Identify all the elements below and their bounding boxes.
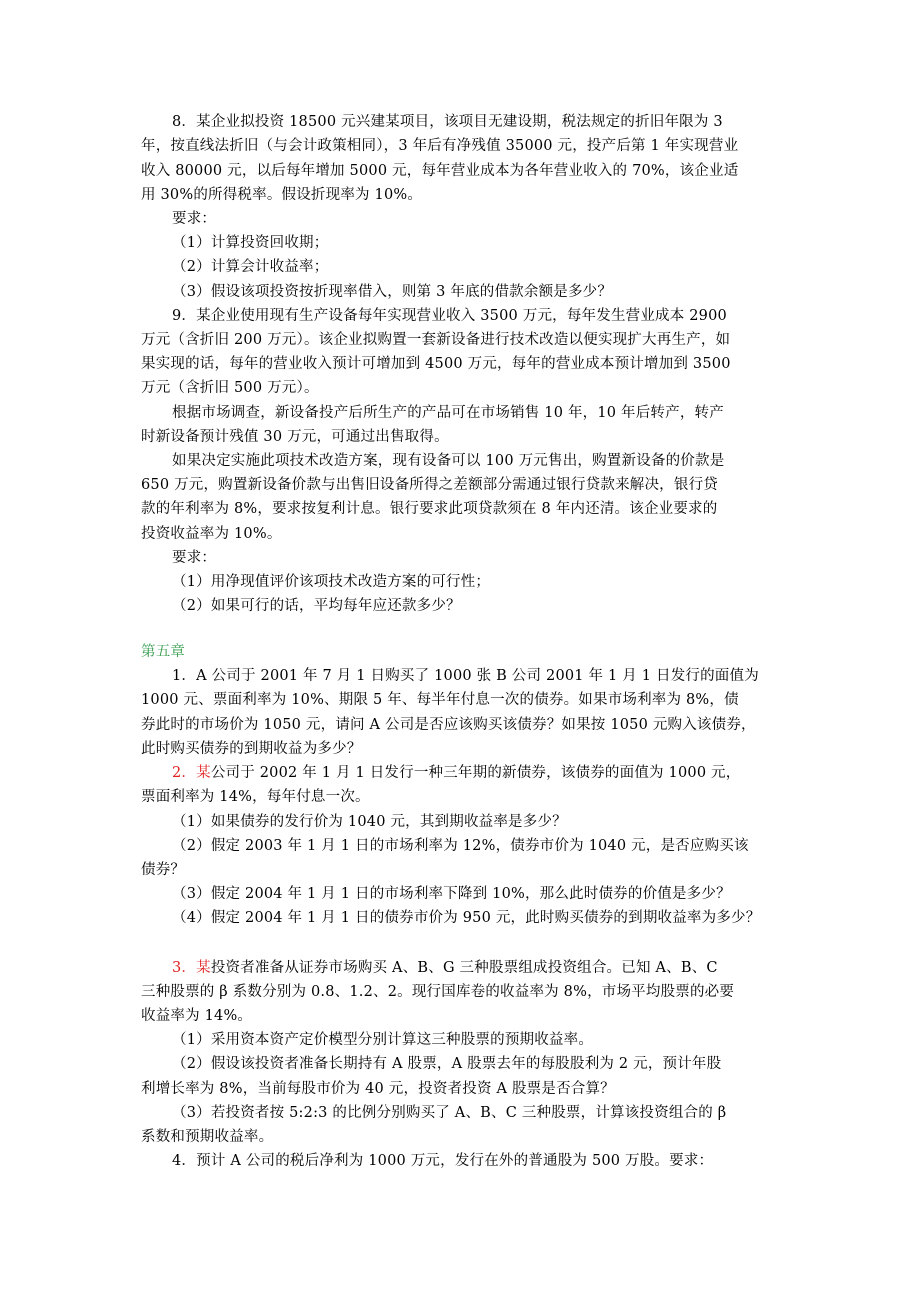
c5-q2-line-2: 票面利率为 14%，每年付息一次。 — [141, 789, 370, 805]
q9-line-4: 万元（含折旧 500 万元）。 — [141, 380, 319, 396]
c5-q2-line-1 — [172, 763, 740, 783]
q9-requirement-2: （2）如果可行的话，平均每年应还款多少？ — [172, 598, 461, 614]
c5-q3-line-1-text: 投资者准备从证券市场购买 A、B、G 三种股票组成投资组合。已知 A、B、C — [210, 960, 718, 976]
q8-line-1: 8．某企业拟投资 18500 元兴建某项目，该项目无建设期，税法规定的折旧年限为 3 — [172, 114, 723, 130]
c5-q3-sub-3-line-1: （3）若投资者按 5:2:3 的比例分别购买了 A、B、C 三种股票，计算该投资组合的 β — [172, 1105, 727, 1121]
q9-paragraph-3-line-4: 投资收益率为 10%。 — [141, 526, 282, 542]
q8-line-2: 年，按直线法折旧（与会计政策相同），3 年后有净残值 35000 元，投产后第 1 年实现营业 — [141, 138, 739, 154]
c5-q1-line-1: 1．A 公司于 2001 年 7 月 1 日购买了 1000 张 B 公司 2001 年 1 月 1 日发行的面值为 — [172, 668, 759, 684]
c5-q3-line-1 — [172, 958, 718, 978]
chapter-heading: 第五章 — [141, 644, 186, 660]
q9-line-2: 万元（含折旧 200 万元）。该企业拟购置一套新设备进行技术改造以便实现扩大再生产，如 — [141, 332, 731, 348]
q9-paragraph-2-line-2: 时新设备预计残值 30 万元，可通过出售取得。 — [141, 429, 449, 445]
c5-q3-sub-1: （1）采用资本资产定价模型分别计算这三种股票的预期收益率。 — [172, 1032, 594, 1048]
c5-q2-line-1-text: 公司于 2002 年 1 月 1 日发行一种三年期的新债券，该债券的面值为 1000 元， — [210, 765, 741, 781]
c5-q2-red-mark: 2．某 — [172, 765, 211, 781]
c5-q1-line-3: 券此时的市场价为 1050 元，请问 A 公司是否应该购买该债券？如果按 1050 元购入该债券， — [141, 717, 756, 733]
c5-q2-sub-3: （3）假定 2004 年 1 月 1 日的市场利率下降到 10%，那么此时债券的价值是多少？ — [172, 886, 731, 902]
c5-q2-sub-2-line-1: （2）假定 2003 年 1 月 1 日的市场利率为 12%，债券市价为 1040 元，是否应购买该 — [172, 838, 749, 854]
q9-paragraph-3-line-3: 款的年利率为 8%，要求按复利计息。银行要求此项贷款须在 8 年内还清。该企业要求的 — [141, 501, 718, 517]
c5-q3-red-mark: 3．某 — [172, 960, 211, 976]
q8-line-3: 收入 80000 元，以后每年增加 5000 元，每年营业成本为各年营业收入的 70%，该企业适 — [141, 163, 739, 179]
c5-q1-line-2: 1000 元、票面利率为 10%、期限 5 年、每半年付息一次的债券。如果市场利率为 8%，债 — [141, 692, 739, 708]
q9-line-1: 9．某企业使用现有生产设备每年实现营业收入 3500 万元，每年发生营业成本 2900 — [172, 308, 727, 324]
q8-requirements-label: 要求： — [172, 211, 217, 227]
q9-line-3: 果实现的话，每年的营业收入预计可增加到 4500 万元，每年的营业成本预计增加到 3500 — [141, 356, 731, 372]
q9-paragraph-3-line-2: 650 万元，购置新设备价款与出售旧设备所得之差额部分需通过银行贷款来解决，银行贷 — [141, 477, 718, 493]
q9-requirements-label: 要求： — [172, 550, 217, 566]
q9-requirement-1: （1）用净现值评价该项技术改造方案的可行性； — [172, 574, 491, 590]
q9-paragraph-3-line-1: 如果决定实施此项技术改造方案，现有设备可以 100 万元售出，购置新设备的价款是 — [172, 453, 725, 469]
q8-requirement-2: （2）计算会计收益率； — [172, 259, 329, 275]
c5-q2-sub-1: （1）如果债券的发行价为 1040 元，其到期收益率是多少？ — [172, 814, 567, 830]
q8-requirement-3: （3）假设该项投资按折现率借入，则第 3 年底的借款余额是多少？ — [172, 284, 613, 300]
c5-q2-sub-2-line-2: 债券？ — [141, 862, 186, 878]
c5-q3-sub-2-line-2: 利增长率为 8%，当前每股市价为 40 元，投资者投资 A 股票是否合算？ — [141, 1081, 615, 1097]
c5-q3-sub-3-line-2: 系数和预期收益率。 — [141, 1129, 274, 1145]
c5-q2-sub-4: （4）假定 2004 年 1 月 1 日的债券市价为 950 元，此时购买债券的到期收益率为多少？ — [172, 910, 761, 926]
c5-q3-sub-2-line-1: （2）假设该投资者准备长期持有 A 股票，A 股票去年的每股股利为 2 元，预计年股 — [172, 1056, 722, 1072]
c5-q4-line-1: 4．预计 A 公司的税后净利为 1000 万元，发行在外的普通股为 500 万股。要求： — [172, 1153, 714, 1169]
q8-requirement-1: （1）计算投资回收期； — [172, 235, 329, 251]
c5-q3-line-2: 三种股票的 β 系数分别为 0.8、1.2、2。现行国库卷的收益率为 8%，市场平均股票的必要 — [141, 984, 735, 1000]
q9-paragraph-2-line-1: 根据市场调查，新设备投产后所生产的产品可在市场销售 10 年，10 年后转产，转产 — [172, 405, 724, 421]
q8-line-4: 用 30%的所得税率。假设折现率为 10%。 — [141, 187, 423, 203]
c5-q1-line-4: 此时购买债券的到期收益为多少？ — [141, 741, 362, 757]
c5-q3-line-3: 收益率为 14%。 — [141, 1008, 253, 1024]
